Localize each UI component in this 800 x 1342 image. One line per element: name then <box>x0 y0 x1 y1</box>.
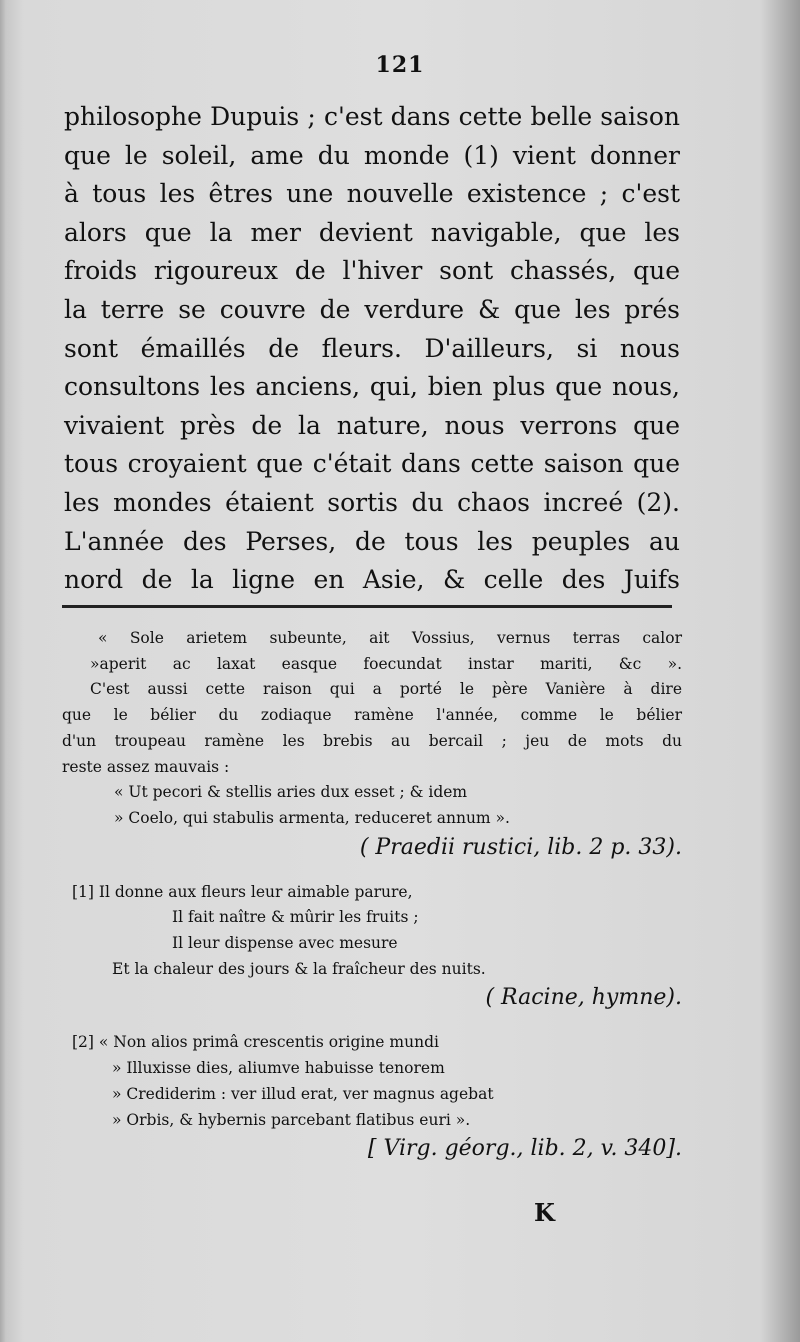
footnote-line: d'un troupeau ramène les brebis au bercail ; jeu de mots du <box>62 731 682 750</box>
body-line: consultons les anciens, qui, bien plus que nous, <box>64 372 680 402</box>
footnote-line: Il fait naître & mûrir les fruits ; <box>172 908 419 927</box>
footnote-line: « Sole arietem subeunte, ait Vossius, vernus terras calor <box>98 629 682 647</box>
footnote-line: » Coelo, qui stabulis armenta, reduceret annum ». <box>114 808 510 827</box>
signature-mark: K <box>534 1198 555 1227</box>
footnote-citation: [ Virg. géorg., lib. 2, v. 340]. <box>367 1136 682 1162</box>
footnote-rule <box>62 605 672 608</box>
page-number: 121 <box>375 52 425 78</box>
body-line: tous croyaient que c'était dans cette saison que <box>64 449 680 479</box>
footnote-citation: ( Praedii rustici, lib. 2 p. 33). <box>359 834 682 860</box>
body-line: froids rigoureux de l'hiver sont chassés, que <box>64 256 680 286</box>
body-line: à tous les êtres une nouvelle existence ; c'est <box>64 179 680 209</box>
footnote-line: » Crediderim : ver illud erat, ver magnus agebat <box>112 1084 494 1103</box>
footnote-line: » Orbis, & hybernis parcebant flatibus euri ». <box>112 1110 471 1129</box>
body-line: la terre se couvre de verdure & que les prés <box>64 294 680 324</box>
footnote-line: »aperit ac laxat easque foecundat instar mariti, &c ». <box>90 654 682 673</box>
body-line: alors que la mer devient navigable, que les <box>64 217 680 247</box>
footnotes <box>62 626 682 1165</box>
footnote-line: que le bélier du zodiaque ramène l'année, comme le bélier <box>62 706 682 725</box>
body-line: que le soleil, ame du monde (1) vient donner <box>64 140 680 170</box>
footnote-line: [2] « Non alios primâ crescentis origine mundi <box>72 1033 439 1052</box>
footnote-line: [1] Il donne aux fleurs leur aimable parure, <box>72 882 413 901</box>
body-text <box>64 98 680 600</box>
body-line: nord de la ligne en Asie, & celle des Juifs <box>64 565 680 595</box>
footnote-line: Il leur dispense avec mesure <box>172 934 398 953</box>
body-line: sont émaillés de fleurs. D'ailleurs, si nous <box>64 333 680 363</box>
footnote-line: C'est aussi cette raison qui a porté le père Vanière à dire <box>90 680 682 699</box>
body-line: les mondes étaient sortis du chaos increé (2). <box>64 487 680 517</box>
footnote-line: Et la chaleur des jours & la fraîcheur des nuits. <box>112 959 486 978</box>
footnote-line: « Ut pecori & stellis aries dux esset ; & idem <box>114 783 468 802</box>
body-line: vivaient près de la nature, nous verrons que <box>64 410 680 440</box>
footnote-line: » Illuxisse dies, aliumve habuisse tenorem <box>112 1059 445 1078</box>
footnote-citation: ( Racine, hymne). <box>485 985 682 1011</box>
footnote-line: reste assez mauvais : <box>62 757 230 776</box>
body-line: L'année des Perses, de tous les peuples au <box>64 526 680 556</box>
body-line: philosophe Dupuis ; c'est dans cette belle saison <box>64 102 680 131</box>
